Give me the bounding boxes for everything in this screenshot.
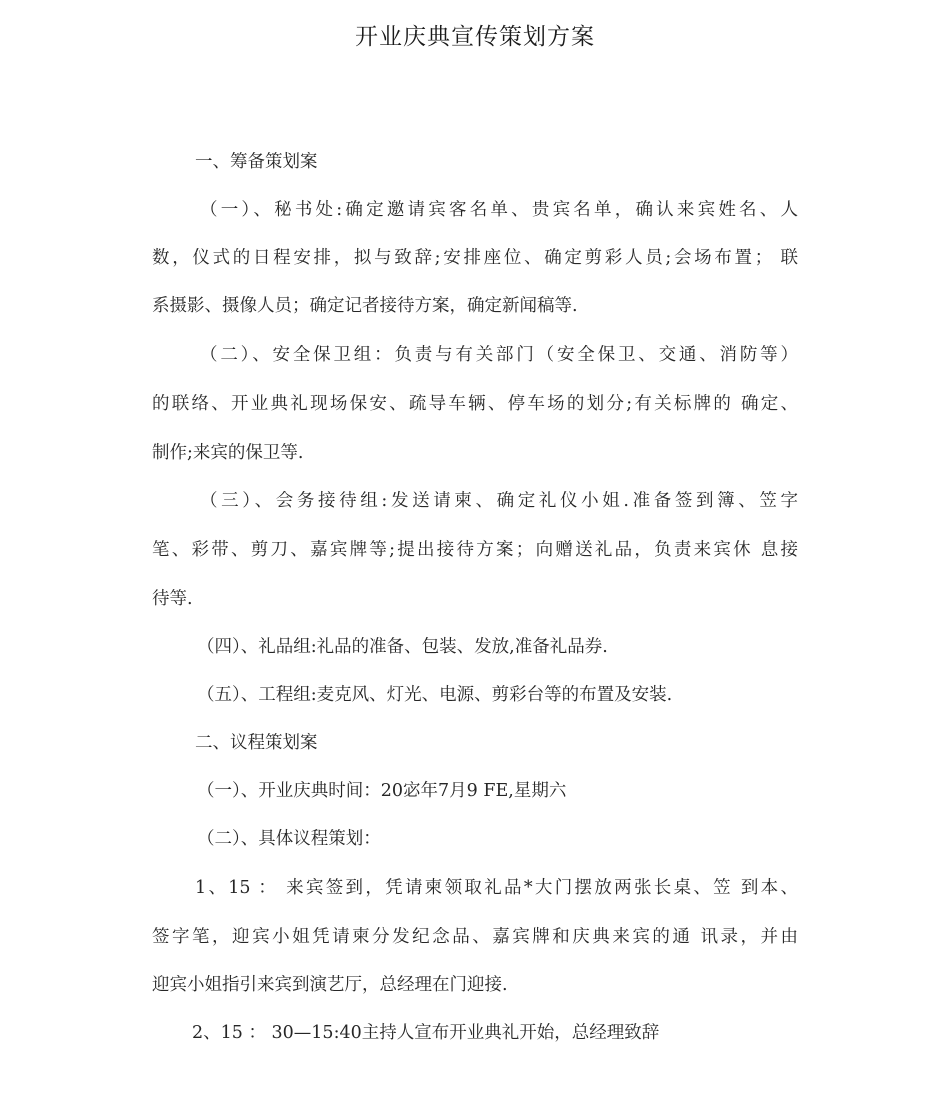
paragraph-line: 笔、彩带、剪刀、嘉宾牌等;提出接待方案；向赠送礼品，负责来宾休 息接 (152, 540, 798, 560)
paragraph-line: 签字笔，迎宾小姐凭请柬分发纪念品、嘉宾牌和庆典来宾的通 讯录，并由 (152, 927, 798, 947)
paragraph-line: 迎宾小姐指引来宾到演艺厅，总经理在门迎接. (152, 975, 508, 995)
paragraph-line: 1、15 ： 来宾签到，凭请柬领取礼品*大门摆放两张长桌、笠 到本、 (195, 878, 798, 898)
paragraph-line: 待等. (152, 589, 193, 609)
paragraph-line: 系摄影、摄像人员；确定记者接待方案，确定新闻稿等. (152, 296, 578, 316)
section-heading-preparation: 一、筹备策划案 (195, 152, 318, 172)
document-title: 开业庆典宣传策划方案 (355, 24, 595, 50)
paragraph-line: 2、15 ： 30—15:40主持人宣布开业典礼开始，总经理致辞 (192, 1023, 660, 1043)
paragraph-line: （一）、秘书处:确定邀请宾客名单、贵宾名单，确认来宾姓名、人 (200, 200, 798, 220)
paragraph-line: （四）、礼品组:礼品的准备、包装、发放,准备礼品券. (197, 637, 608, 657)
section-heading-agenda: 二、议程策划案 (195, 733, 318, 753)
paragraph-line: （二）、具体议程策划： (197, 829, 381, 849)
paragraph-line: （一）、开业庆典时间：20宓年7月9 FE,星期六 (197, 781, 567, 801)
paragraph-line: 数，仪式的日程安排，拟与致辞;安排座位、确定剪彩人员;会场布置； 联 (152, 248, 798, 268)
paragraph-line: （二）、安全保卫组：负责与有关部门（安全保卫、交通、消防等） (200, 345, 798, 365)
paragraph-line: （三）、会务接待组:发送请柬、确定礼仪小姐.准备签到簿、笠字 (200, 491, 798, 511)
paragraph-line: 制作;来宾的保卫等. (152, 443, 304, 463)
paragraph-line: 的联络、开业典礼现场保安、疏导车辆、停车场的划分;有关标牌的 确定、 (152, 394, 798, 414)
paragraph-line: （五）、工程组:麦克风、灯光、电源、剪彩台等的布置及安装. (197, 685, 673, 705)
